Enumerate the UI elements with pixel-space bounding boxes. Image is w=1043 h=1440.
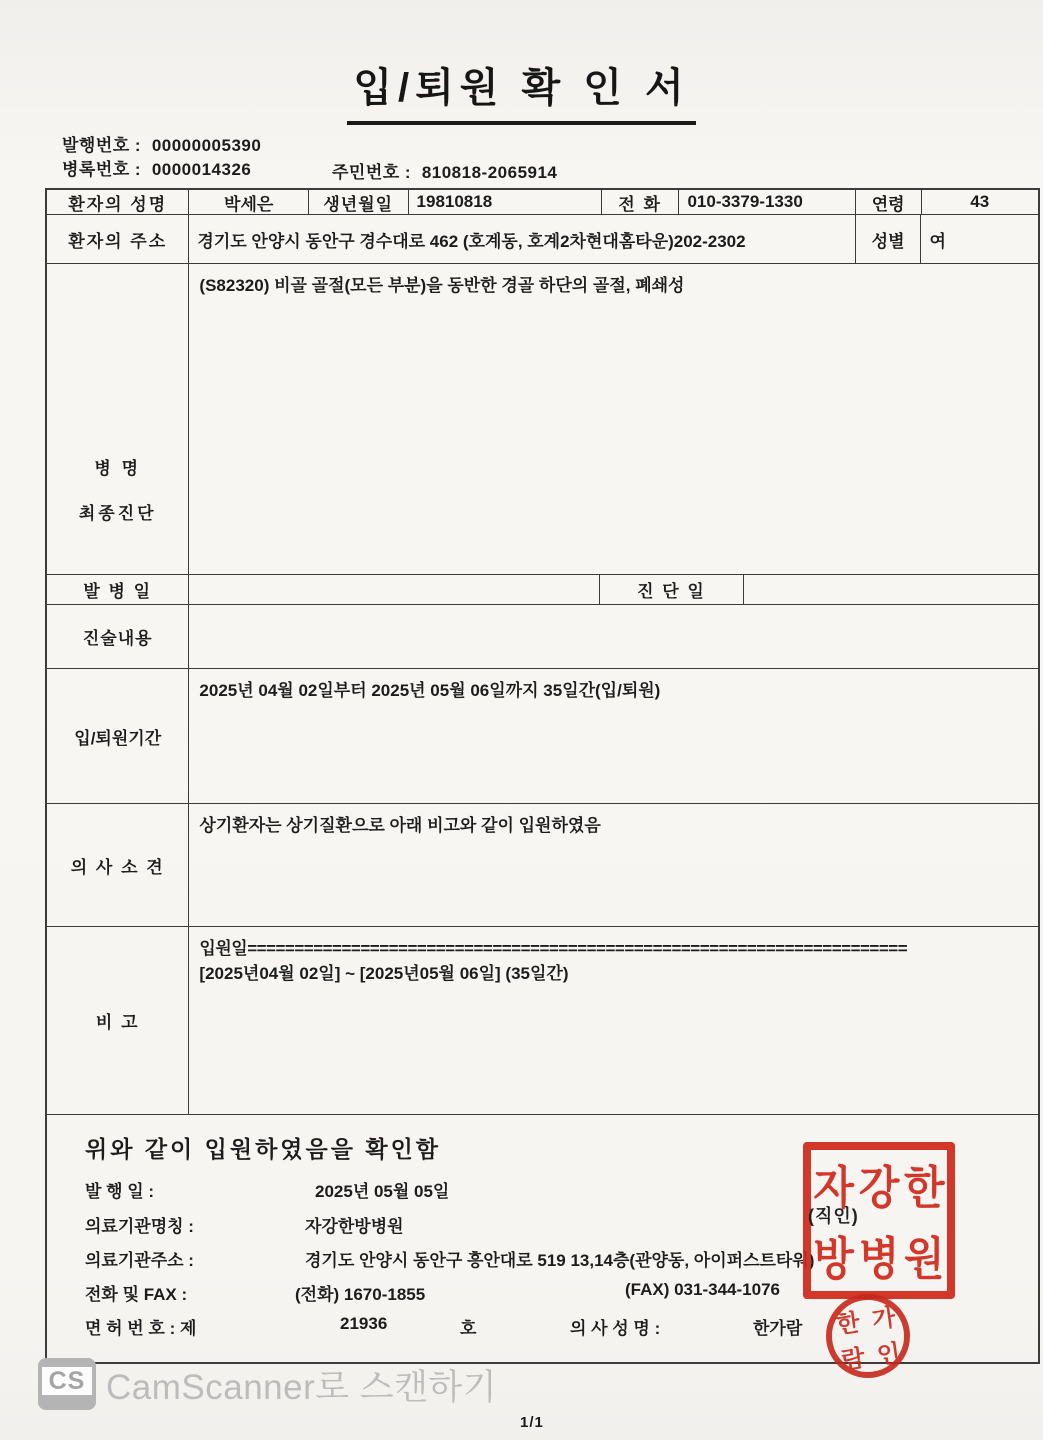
age-label: 연령: [856, 190, 922, 214]
remarks-line1-prefix: 입원일: [199, 939, 248, 958]
seal-char: 강: [858, 1162, 900, 1214]
license-label: 면 허 번 호 : 제: [85, 1319, 197, 1338]
row-onset-date: [47, 575, 1038, 605]
tel-fax-label: 전화 및 FAX :: [85, 1285, 188, 1304]
diagnosed-date-value: [744, 575, 1038, 604]
org-name-line: [85, 1212, 404, 1237]
admission-period-text: 2025년 04월 02일부터 2025년 05월 06일까지 35일간(입/퇴원): [199, 681, 661, 700]
record-number-value: 0000014326: [151, 160, 252, 179]
remarks-line1-fill: ======================================================================: [247, 939, 908, 958]
onset-date-label: 발 병 일: [47, 575, 189, 604]
camscanner-logo-text: CS: [48, 1366, 86, 1395]
doctor-name-value: 한가람: [753, 1319, 803, 1338]
remarks-label: 비 고: [47, 927, 189, 1114]
birth-date-value: 19810818: [409, 190, 602, 214]
statement-label: 진술내용: [47, 605, 189, 668]
seal-char: 람: [839, 1344, 867, 1375]
doctor-opinion-text: 상기환자는 상기질환으로 아래 비고와 같이 입원하였음: [199, 816, 601, 835]
camscanner-logo-icon: [38, 1358, 96, 1410]
diagnosis-text: (S82320) 비골 골절(모든 부분)을 동반한 경골 하단의 골절, 폐쇄성: [199, 276, 685, 295]
sex-label: 성별: [856, 215, 922, 263]
onset-date-value: [189, 575, 599, 604]
confirmation-statement: 위와 같이 입원하였음을 확인함: [85, 1136, 442, 1162]
issue-number-label: 발행번호 :: [62, 136, 142, 155]
page-number: 1/1: [520, 1414, 544, 1431]
org-name-value: 자강한방병원: [305, 1217, 404, 1236]
seal-char: 한: [904, 1162, 945, 1214]
address-value: 경기도 안양시 동안구 경수대로 462 (호계동, 호계2차현대홈타운)202-2302: [189, 215, 855, 263]
document-meta: [62, 134, 558, 182]
phone-value: 010-3379-1330: [679, 190, 855, 214]
seal-char: 병: [858, 1233, 900, 1284]
org-address-line: [85, 1246, 815, 1271]
seal-char: 자: [813, 1162, 854, 1214]
phone-label: 전 화: [602, 190, 680, 214]
sex-value: 여: [929, 231, 946, 251]
seal-char: 가: [870, 1303, 898, 1334]
license-suffix: 호: [460, 1319, 477, 1338]
tel-value: (전화) 1670-1855: [295, 1285, 426, 1304]
diagnosed-date-label: 진 단 일: [600, 575, 744, 604]
issue-number-value: 00000005390: [151, 136, 262, 155]
birth-date-label: 생년월일: [309, 190, 409, 214]
camscanner-watermark-text: CamScanner로 스캔하기: [106, 1368, 498, 1407]
title-row: [0, 56, 1043, 125]
row-remarks: [47, 927, 1038, 1115]
statement-value: [189, 605, 1038, 668]
diagnosis-label-line2: 최종진단: [78, 504, 157, 523]
license-number: 21936: [340, 1314, 388, 1333]
age-value: 43: [970, 192, 990, 211]
row-patient-name: [47, 190, 1038, 215]
org-address-value: 경기도 안양시 동안구 흥안대로 519 13,14층(관양동, 아이퍼스트타워): [305, 1251, 815, 1270]
tel-fax-line: [85, 1280, 780, 1305]
seal-char: 한: [834, 1308, 862, 1339]
row-diagnosis: [47, 264, 1038, 575]
record-number-line: [62, 158, 261, 182]
row-doctor-opinion: [47, 804, 1038, 927]
resident-number-line: [332, 158, 557, 183]
patient-name-value: 박세은: [189, 190, 309, 214]
row-patient-address: [47, 215, 1038, 264]
diagnosis-label-line1: 병 명: [94, 459, 141, 478]
org-name-label: 의료기관명칭 :: [85, 1217, 194, 1236]
seal-char: 방: [813, 1233, 854, 1284]
issue-date-value: 2025년 05월 05일: [315, 1182, 450, 1201]
issue-date-label: 발 행 일 :: [85, 1182, 155, 1201]
org-address-label: 의료기관주소 :: [85, 1251, 194, 1270]
resident-number-value: 810818-2065914: [421, 163, 558, 182]
seal-note-label: (직인): [808, 1206, 859, 1226]
remarks-line1: [199, 934, 1038, 959]
admission-period-label: 입/퇴원기간: [47, 669, 189, 803]
seal-char: 원: [904, 1233, 945, 1284]
diagnosis-label: [47, 264, 189, 574]
doctor-name-label: 의 사 성 명 :: [570, 1319, 661, 1338]
record-number-label: 병록번호 :: [62, 160, 142, 179]
document-title: 입/퇴원 확 인 서: [347, 56, 695, 125]
patient-name-label: 환자의 성명: [47, 190, 189, 214]
row-admission-period: [47, 669, 1038, 804]
resident-number-label: 주민번호 :: [332, 163, 412, 182]
remarks-line2: [2025년04월 02일] ~ [2025년05월 06일] (35일간): [199, 964, 569, 983]
issue-date-line: [85, 1177, 450, 1202]
fax-value: (FAX) 031-344-1076: [625, 1280, 780, 1299]
seal-char: 인: [875, 1339, 903, 1370]
remarks-content: [189, 927, 1038, 1114]
issue-number-line: [62, 134, 261, 158]
row-statement: [47, 605, 1038, 669]
address-label: 환자의 주소: [47, 215, 189, 263]
license-doctor-line: [85, 1314, 803, 1339]
doctor-opinion-label: 의 사 소 견: [47, 804, 189, 926]
camscanner-logo-band: [42, 1367, 92, 1395]
